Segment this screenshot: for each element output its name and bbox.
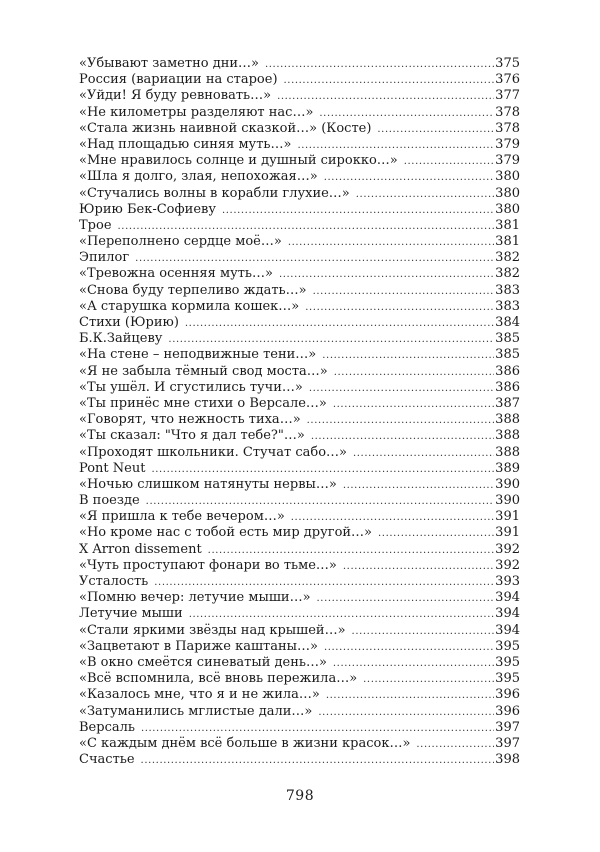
toc-entry-page: 395 <box>495 638 520 654</box>
dot-leader <box>135 250 494 266</box>
toc-entry-title: «Всё вспомнила, всё вновь пережила…» <box>79 671 358 687</box>
dot-leader <box>168 331 494 347</box>
dot-leader <box>353 445 494 461</box>
toc-entry-title: «Не километры разделяют нас…» <box>79 104 314 120</box>
toc-entry-page: 395 <box>495 654 520 670</box>
toc-entry-title: Усталость <box>79 574 149 589</box>
toc-entry <box>79 56 520 72</box>
dot-leader <box>377 121 494 137</box>
toc-entry-title: «Я пришла к тебе вечером…» <box>79 509 285 525</box>
dot-leader <box>311 428 494 444</box>
toc-entry <box>79 720 520 736</box>
toc-entry-title: Версаль <box>79 719 135 735</box>
dot-leader <box>141 720 494 736</box>
toc-entry-title: «Ты сказал: "Что я дал тебе?"…» <box>79 428 305 444</box>
dot-leader <box>284 72 495 88</box>
dot-leader <box>333 655 494 671</box>
toc-entry-title: «Затуманились мглистые дали…» <box>79 703 313 719</box>
dot-leader <box>324 169 494 185</box>
dot-leader <box>208 542 495 558</box>
dot-leader <box>279 266 494 282</box>
toc-entry <box>79 493 520 509</box>
toc-entry-title: «Уйди! Я буду ревновать…» <box>79 88 272 104</box>
toc-entry-title: «Но кроме нас с тобой есть мир другой…» <box>79 525 373 541</box>
toc-entry <box>79 752 520 768</box>
toc-entry-title: «Ночью слишком натянуты нервы…» <box>79 476 337 492</box>
toc-entry-page: 383 <box>495 282 520 298</box>
toc-entry-page: 392 <box>495 541 520 557</box>
toc-entry-title: «Помню вечер: летучие мыши…» <box>79 590 311 606</box>
toc-entry-title: «Шла я долго, злая, непохожая…» <box>79 169 318 185</box>
toc-entry <box>79 671 520 687</box>
dot-leader <box>305 299 494 315</box>
toc-entry-page: 397 <box>495 735 520 751</box>
toc-entry <box>79 169 520 185</box>
dot-leader <box>333 396 494 412</box>
table-of-contents <box>79 56 520 768</box>
toc-entry-page: 378 <box>495 120 520 136</box>
dot-leader <box>288 234 494 250</box>
toc-entry-page: 379 <box>495 153 520 169</box>
toc-entry-page: 389 <box>495 460 520 476</box>
toc-entry <box>79 266 520 282</box>
toc-entry <box>79 704 520 720</box>
toc-entry-page: 379 <box>495 136 520 152</box>
toc-entry <box>79 687 520 703</box>
toc-entry-title: «Стали яркими звёзды над крышей…» <box>79 622 346 638</box>
toc-entry-page: 396 <box>495 703 520 719</box>
toc-entry <box>79 283 520 299</box>
toc-entry-title: «Ты ушёл. И сгустились тучи…» <box>79 379 303 395</box>
toc-entry <box>79 121 520 137</box>
toc-entry <box>79 364 520 380</box>
dot-leader <box>222 202 494 218</box>
toc-entry-page: 390 <box>495 493 520 509</box>
toc-entry-title: «А старушка кормила кошек…» <box>79 298 300 314</box>
toc-entry-page: 385 <box>495 347 520 363</box>
toc-entry <box>79 655 520 671</box>
dot-leader <box>378 525 494 541</box>
toc-entry <box>79 428 520 444</box>
toc-entry-page: 378 <box>495 104 520 120</box>
toc-entry-page: 398 <box>495 752 520 768</box>
dot-leader <box>307 412 495 428</box>
toc-entry-title: «Стучались волны в корабли глухие…» <box>79 185 350 201</box>
toc-entry-title: Б.К.Зайцеву <box>79 331 163 347</box>
page-number: 798 <box>285 788 315 804</box>
dot-leader <box>343 558 494 574</box>
dot-leader <box>297 137 494 153</box>
toc-entry <box>79 525 520 541</box>
dot-leader <box>326 687 494 703</box>
toc-entry-title: «Тревожна осенняя муть…» <box>79 266 273 282</box>
toc-entry-page: 377 <box>495 88 520 104</box>
toc-entry-title: Pont Neut <box>79 460 146 476</box>
toc-entry-page: 394 <box>495 590 520 606</box>
toc-entry-title: Эпилог <box>79 250 130 266</box>
dot-leader <box>313 283 495 299</box>
toc-entry-page: 391 <box>495 525 520 541</box>
toc-entry-title: Счастье <box>79 752 135 768</box>
dot-leader <box>265 56 494 72</box>
dot-leader <box>154 574 494 590</box>
toc-entry-page: 388 <box>495 444 520 460</box>
toc-entry <box>79 445 520 461</box>
toc-entry-page: 381 <box>495 217 520 233</box>
dot-leader <box>363 671 494 687</box>
toc-entry <box>79 461 520 477</box>
toc-entry-title: Россия (вариации на старое) <box>79 72 278 88</box>
toc-entry <box>79 412 520 428</box>
dot-leader <box>146 493 495 509</box>
toc-entry-title: «Стала жизнь наивной сказкой…» (Косте) <box>79 120 372 136</box>
toc-entry-title: Юрию Бек-Софиеву <box>79 201 216 217</box>
toc-entry-page: 386 <box>495 363 520 379</box>
dot-leader <box>317 590 495 606</box>
dot-leader <box>185 315 494 331</box>
toc-entry-page: 390 <box>495 476 520 492</box>
toc-entry-title: «Убывают заметно дни…» <box>79 56 259 71</box>
toc-entry <box>79 234 520 250</box>
toc-entry-page: 395 <box>495 671 520 687</box>
toc-entry-page: 376 <box>495 72 520 88</box>
toc-entry-title: «Над площадью синяя муть…» <box>79 136 292 152</box>
dot-leader <box>334 364 494 380</box>
toc-entry <box>79 477 520 493</box>
toc-entry-title: «Зацветают в Париже каштаны…» <box>79 638 318 654</box>
toc-entry-title: «Снова буду терпеливо ждать…» <box>79 282 307 298</box>
toc-entry-title: «Переполнено сердце моё…» <box>79 234 282 250</box>
dot-leader <box>318 704 494 720</box>
dot-leader <box>309 380 494 396</box>
toc-entry-page: 386 <box>495 379 520 395</box>
toc-entry <box>79 509 520 525</box>
toc-entry-title: «Я не забыла тёмный свод моста…» <box>79 363 328 379</box>
toc-entry-page: 381 <box>495 234 520 250</box>
toc-entry <box>79 558 520 574</box>
toc-entry-page: 380 <box>495 185 520 201</box>
toc-entry-title: «Проходят школьники. Стучат сабо…» <box>79 444 347 460</box>
toc-entry-page: 380 <box>495 201 520 217</box>
toc-entry-page: 388 <box>495 412 520 428</box>
toc-entry-page: 375 <box>495 56 520 71</box>
toc-entry-title: В поезде <box>79 493 140 509</box>
toc-entry <box>79 396 520 412</box>
toc-entry-page: 387 <box>495 395 520 411</box>
toc-entry <box>79 623 520 639</box>
toc-entry <box>79 105 520 121</box>
toc-entry-title: Стихи (Юрию) <box>79 315 179 330</box>
toc-entry <box>79 137 520 153</box>
toc-entry <box>79 574 520 590</box>
toc-entry <box>79 639 520 655</box>
toc-entry-title: Трое <box>79 217 112 233</box>
toc-entry-title: «Мне нравилось солнце и душный сирокко…» <box>79 153 398 169</box>
dot-leader <box>319 105 494 121</box>
dot-leader <box>324 639 494 655</box>
toc-entry <box>79 606 520 622</box>
toc-entry <box>79 590 520 606</box>
toc-entry-title: X Arron dissement <box>79 541 202 557</box>
toc-entry-title: «С каждым днём всё больше в жизни красок…» <box>79 735 411 751</box>
toc-entry-page: 384 <box>495 315 520 330</box>
toc-entry-page: 392 <box>495 557 520 573</box>
dot-leader <box>343 477 494 493</box>
toc-entry <box>79 299 520 315</box>
dot-leader <box>118 218 495 234</box>
toc-entry <box>79 186 520 202</box>
dot-leader <box>322 347 494 363</box>
toc-entry <box>79 153 520 169</box>
toc-entry <box>79 315 520 331</box>
toc-entry-page: 385 <box>495 331 520 347</box>
toc-entry-page: 383 <box>495 298 520 314</box>
toc-entry <box>79 331 520 347</box>
toc-entry <box>79 202 520 218</box>
toc-entry-title: «В окно смеётся синеватый день…» <box>79 654 327 670</box>
toc-entry <box>79 250 520 266</box>
toc-entry <box>79 380 520 396</box>
toc-entry-page: 394 <box>495 606 520 622</box>
dot-leader <box>404 153 494 169</box>
dot-leader <box>141 752 495 768</box>
toc-entry-page: 388 <box>495 428 520 444</box>
toc-entry-title: «На стене – неподвижные тени…» <box>79 347 317 363</box>
toc-entry <box>79 72 520 88</box>
toc-entry <box>79 218 520 234</box>
toc-entry-title: «Ты принёс мне стихи о Версале…» <box>79 395 327 411</box>
toc-entry-page: 397 <box>495 719 520 735</box>
toc-entry <box>79 347 520 363</box>
dot-leader <box>291 509 494 525</box>
toc-entry-page: 382 <box>495 266 520 282</box>
toc-entry-page: 393 <box>495 574 520 589</box>
dot-leader <box>277 88 494 104</box>
dot-leader <box>356 186 494 202</box>
dot-leader <box>151 461 494 477</box>
dot-leader <box>416 736 494 752</box>
toc-entry-page: 380 <box>495 169 520 185</box>
dot-leader <box>352 623 495 639</box>
toc-entry-page: 382 <box>495 250 520 266</box>
toc-entry-title: «Говорят, что нежность тиха…» <box>79 412 301 428</box>
toc-entry-page: 394 <box>495 622 520 638</box>
toc-entry-title: «Казалось мне, что я и не жила…» <box>79 687 320 703</box>
toc-entry-title: Летучие мыши <box>79 606 183 622</box>
toc-entry-page: 391 <box>495 509 520 525</box>
toc-entry <box>79 88 520 104</box>
toc-entry <box>79 736 520 752</box>
toc-entry <box>79 542 520 558</box>
toc-entry-title: «Чуть проступают фонари во тьме…» <box>79 557 337 573</box>
toc-entry-page: 396 <box>495 687 520 703</box>
dot-leader <box>189 606 494 622</box>
